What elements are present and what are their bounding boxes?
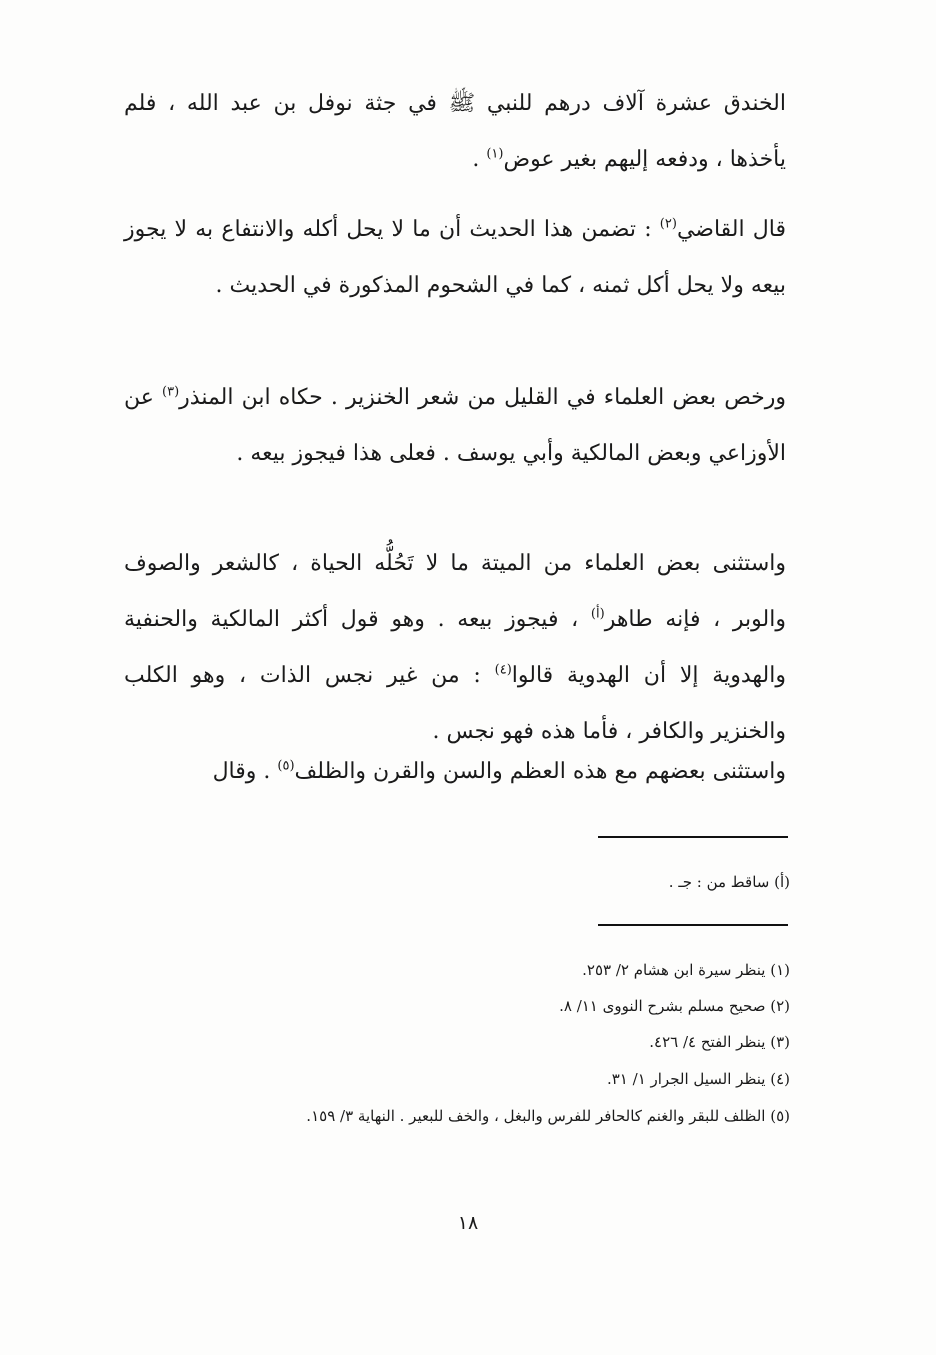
footnote-marker-1[interactable]: (١) — [486, 146, 504, 162]
paragraph-1 — [124, 76, 786, 188]
paragraph-text: الخندق عشرة آلاف درهم للنبي ﷺ في جثة نوفل بن عبد الله ، فلم يأخذها ، ودفعه إليهم بغير عوض — [124, 91, 786, 172]
variant-marker-a[interactable]: (أ) — [590, 606, 605, 622]
footnote-marker-2[interactable]: (٢) — [659, 216, 677, 232]
footnote-1: (١) ينظر سيرة ابن هشام ٢/ ٢٥٣. — [582, 961, 790, 979]
footnote-4: (٤) ينظر السيل الجرار ١/ ٣١. — [606, 1070, 790, 1088]
variant-note: (أ) ساقط من : جـ . — [668, 873, 790, 891]
page-number: ١٨ — [457, 1212, 479, 1234]
footnote-5: (٥) الظلف للبقر والغنم كالحافر للفرس والبغل ، والخف للبعير . النهاية ٣/ ١٥٩. — [306, 1107, 790, 1125]
paragraph-text: . — [472, 147, 487, 172]
paragraph-text: : تضمن هذا الحديث أن ما لا يحل أكله والانتفاع به لا يجوز بيعه ولا يحل أكل ثمنه ، كما في الشحوم المذكورة في الحديث . — [124, 217, 786, 298]
paragraph-text: واستثنى بعضهم مع هذه العظم والسن والقرن والظلف — [294, 759, 786, 784]
paragraph-text: عن الأوزاعي وبعض المالكية وأبي يوسف . فعلى هذا فيجوز بيعه . — [124, 385, 786, 466]
paragraph-text: ، فيجوز بيعه . وهو قول أكثر المالكية والحنفية والهدوية إلا أن الهدوية قالوا — [124, 607, 786, 688]
paragraph-4 — [124, 536, 786, 760]
footnote-marker-3[interactable]: (٣) — [162, 384, 180, 400]
footnote-divider-bottom — [598, 924, 788, 926]
paragraph-text: واستثنى بعض العلماء من الميتة ما لا تَحُلُّه الحياة ، كالشعر والصوف والوبر ، فإنه طاهر — [124, 551, 786, 632]
footnote-2: (٢) صحيح مسلم بشرح النووى ١١/ ٨. — [559, 997, 790, 1015]
paragraph-text: . وقال — [212, 759, 278, 784]
paragraph-3 — [124, 370, 786, 482]
paragraph-text: ورخص بعض العلماء في القليل من شعر الخنزير . حكاه ابن المنذر — [179, 385, 787, 410]
footnote-marker-4[interactable]: (٤) — [494, 662, 512, 678]
footnote-marker-5[interactable]: (٥) — [277, 758, 295, 774]
paragraph-2 — [124, 202, 786, 314]
footnote-3: (٣) ينظر الفتح ٤/ ٤٢٦. — [649, 1033, 790, 1051]
paragraph-text: : من غير نجس الذات ، وهو الكلب والخنزير والكافر ، فأما هذه فهو نجس . — [124, 663, 786, 744]
paragraph-5 — [124, 744, 786, 800]
footnote-divider-top — [598, 836, 788, 838]
paragraph-text: قال القاضي — [676, 217, 786, 242]
